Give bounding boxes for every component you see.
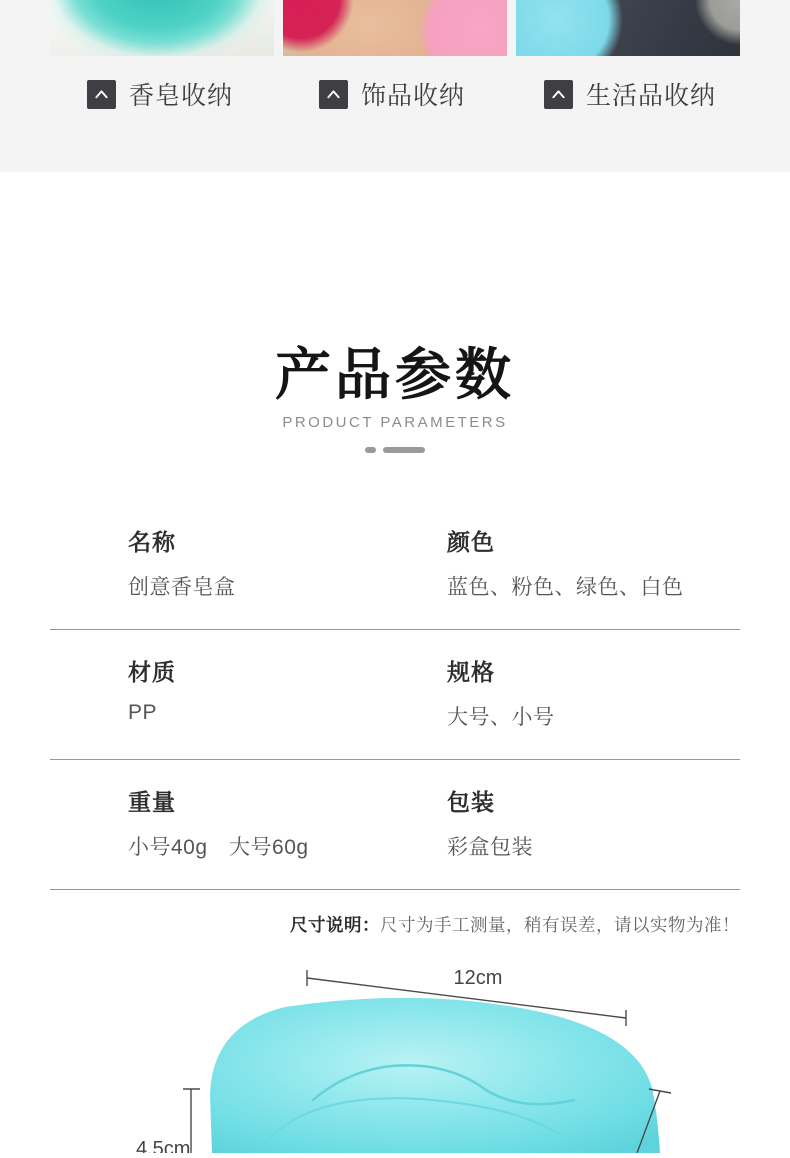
param-label: 重量 bbox=[128, 789, 176, 815]
param-value: 创意香皂盒 bbox=[128, 576, 236, 599]
title-indicator bbox=[0, 447, 790, 453]
size-note-text: 尺寸为手工测量，稍有误差，请以实物为准！ bbox=[380, 915, 740, 935]
param-weight bbox=[128, 784, 447, 861]
photo-soap-storage bbox=[50, 0, 274, 56]
category-daily-item-storage bbox=[544, 76, 716, 112]
chevron-up-icon bbox=[87, 80, 116, 109]
param-label: 材质 bbox=[128, 659, 176, 685]
section-header bbox=[0, 343, 790, 453]
chevron-up-icon bbox=[319, 80, 348, 109]
param-value: 大号、小号 bbox=[447, 706, 555, 729]
size-note-label: 尺寸说明： bbox=[290, 915, 380, 935]
param-value: 小号40g 大号60g bbox=[128, 836, 309, 859]
table-row bbox=[50, 630, 740, 760]
category-accessory-storage bbox=[319, 76, 465, 112]
param-value: 蓝色、粉色、绿色、白色 bbox=[447, 576, 684, 599]
param-color bbox=[447, 524, 740, 601]
soap-box-figure bbox=[100, 950, 790, 1153]
param-label: 规格 bbox=[447, 659, 495, 685]
category-label: 饰品收纳 bbox=[360, 82, 466, 110]
param-value: 彩盒包装 bbox=[447, 836, 533, 859]
category-soap-storage bbox=[87, 76, 233, 112]
category-label: 生活品收纳 bbox=[585, 82, 717, 110]
height-dimension-label: 4.5cm bbox=[136, 1138, 191, 1153]
size-note bbox=[290, 912, 740, 937]
param-packaging bbox=[447, 784, 740, 861]
chevron-up-icon bbox=[544, 80, 573, 109]
param-label: 包装 bbox=[447, 789, 495, 815]
param-label: 名称 bbox=[128, 529, 176, 555]
param-label: 颜色 bbox=[447, 529, 495, 555]
page-title: 产品参数 bbox=[275, 343, 515, 406]
page-subtitle: PRODUCT PARAMETERS bbox=[282, 414, 508, 432]
parameters-table bbox=[50, 500, 740, 890]
indicator-dot bbox=[365, 447, 376, 453]
param-name bbox=[128, 524, 447, 601]
category-label: 香皂收纳 bbox=[128, 82, 234, 110]
table-row bbox=[50, 760, 740, 890]
param-value: PP bbox=[128, 701, 158, 724]
param-material bbox=[128, 654, 447, 731]
table-row bbox=[50, 500, 740, 630]
indicator-bar bbox=[383, 447, 425, 453]
soap-box-body bbox=[210, 998, 660, 1153]
param-spec bbox=[447, 654, 740, 731]
photo-daily-item-storage bbox=[516, 0, 740, 56]
dimension-figure bbox=[100, 950, 790, 1153]
width-dimension-label: 12cm bbox=[453, 967, 503, 989]
gallery-band bbox=[0, 0, 790, 172]
photo-accessory-storage bbox=[283, 0, 507, 56]
